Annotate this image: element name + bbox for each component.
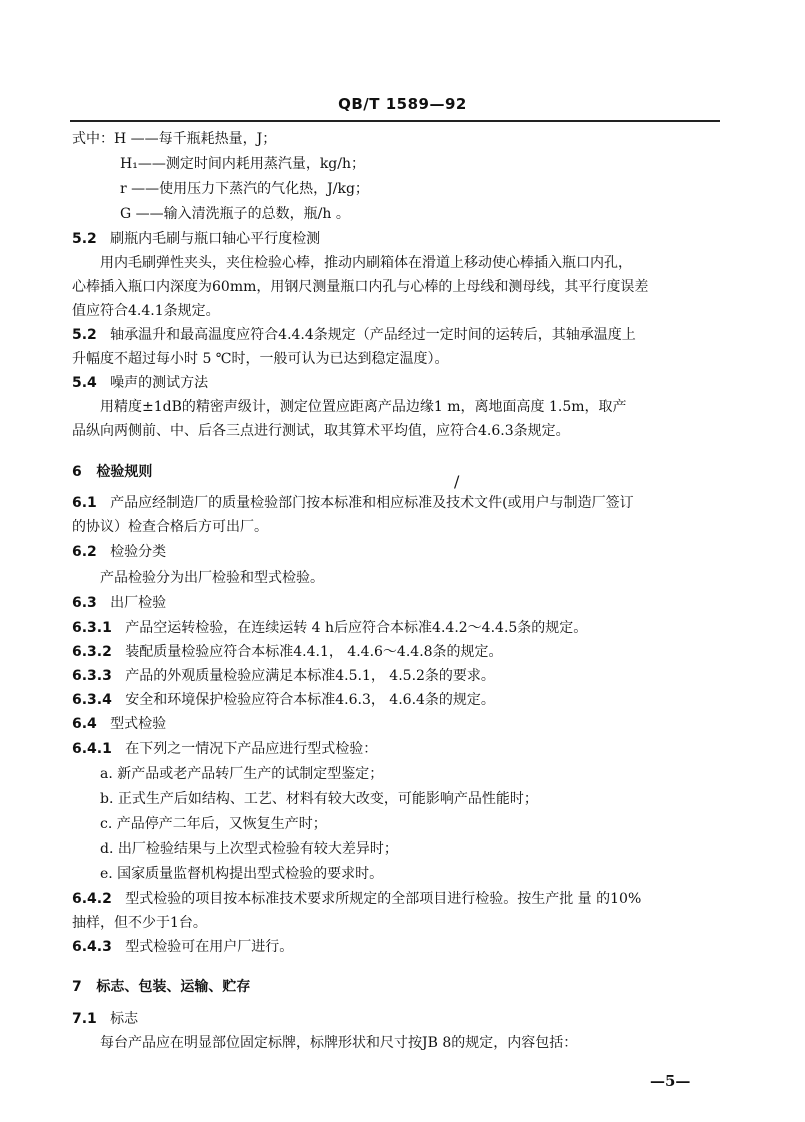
- clause-text: 在下列之一情况下产品应进行型式检验：: [125, 741, 378, 757]
- clause-text: 装配质量检验应符合本标准4.4.1， 4.4.6～4.4.8条的规定。: [125, 644, 503, 660]
- clause-number: 6.4.1: [72, 741, 112, 757]
- clause: [72, 643, 503, 661]
- paragraph-line: 用内毛刷弹性夹头，夹住检验心棒，推动内刷箱体在滑道上移动使心棒插入瓶口内孔，: [100, 255, 632, 271]
- section-title: 噪声的测试方法: [110, 375, 209, 391]
- paragraph-line: 每台产品应在明显部位固定标牌，标牌形状和尺寸按JB 8的规定，内容包括：: [100, 1035, 578, 1051]
- paragraph-line: 值应符合4.4.1条规定。: [72, 303, 220, 319]
- clause-number: 6.3.3: [72, 668, 112, 684]
- clause-text: 产品的外观质量检验应满足本标准4.5.1， 4.5.2条的要求。: [125, 668, 495, 684]
- clause-text: 安全和环境保护检验应符合本标准4.6.3， 4.6.4条的规定。: [125, 692, 495, 708]
- section-heading: [72, 326, 636, 344]
- clause-number: 6.3.1: [72, 620, 112, 636]
- clause-number: 6.4.3: [72, 939, 112, 955]
- chapter-number: 7: [72, 979, 82, 995]
- clause: [72, 619, 587, 637]
- clause-text: 产品空运转检验，在连续运转 4 h后应符合本标准4.4.2～4.4.5条的规定。: [125, 620, 588, 636]
- section-number: 6.1: [72, 495, 97, 511]
- section-title: 型式检验: [110, 716, 167, 732]
- scan-mark: /: [454, 472, 460, 491]
- clause-number: 6.4.2: [72, 891, 112, 907]
- standard-code-header: QB/T 1589—92: [338, 95, 467, 113]
- section-number: 5.4: [72, 375, 97, 391]
- section-title: 检验分类: [110, 544, 167, 560]
- paragraph-line: 轴承温升和最高温度应符合4.4.4条规定（产品经过一定时间的运转后，其轴承温度上: [110, 327, 636, 343]
- paragraph-line: 产品应经制造厂的质量检验部门按本标准和相应标准及技术文件(或用户与制造厂签订: [110, 495, 634, 511]
- chapter-heading: [72, 463, 152, 481]
- paragraph-line: 品纵向两侧前、中、后各三点进行测试，取其算术平均值，应符合4.6.3条规定。: [72, 423, 570, 439]
- chapter-title: 检验规则: [96, 464, 153, 480]
- formula-var-h: 式中：H ——每千瓶耗热量，J；: [72, 131, 277, 147]
- clause: [72, 740, 377, 758]
- section-heading: [72, 230, 320, 248]
- list-item: a. 新产品或老产品转厂生产的试制定型鉴定；: [100, 766, 384, 782]
- section-heading: [72, 374, 208, 392]
- chapter-number: 6: [72, 464, 82, 480]
- section-heading: [72, 1010, 138, 1028]
- section-heading: [72, 494, 634, 512]
- paragraph-line: 用精度±1dB的精密声级计，测定位置应距离产品边缘1 m，离地面高度 1.5m，取产: [100, 399, 627, 415]
- section-title: 刷瓶内毛刷与瓶口轴心平行度检测: [110, 231, 321, 247]
- clause-number: 6.3.2: [72, 644, 112, 660]
- paragraph-line: 抽样，但不少于1台。: [72, 915, 207, 931]
- section-title: 标志: [110, 1011, 139, 1027]
- clause: [72, 938, 293, 956]
- section-number: 5.2: [72, 327, 97, 343]
- section-number: 7.1: [72, 1011, 97, 1027]
- chapter-title: 标志、包装、运输、贮存: [96, 979, 251, 995]
- chapter-heading: [72, 978, 250, 996]
- paragraph-line: 升幅度不超过每小时 5 ℃时，一般可认为已达到稳定温度）。: [72, 351, 449, 367]
- paragraph-line: 的协议）检查合格后方可出厂。: [72, 519, 268, 535]
- clause: [72, 890, 641, 908]
- section-heading: [72, 594, 166, 612]
- formula-var-r: r ——使用压力下蒸汽的气化热，J/kg；: [120, 181, 369, 197]
- clause-text: 型式检验的项目按本标准技术要求所规定的全部项目进行检验。按生产批 量 的10%: [125, 891, 642, 907]
- section-heading: [72, 715, 166, 733]
- formula-var-h1: H₁——测定时间内耗用蒸汽量，kg/h；: [120, 156, 365, 172]
- clause-text: 型式检验可在用户厂进行。: [125, 939, 294, 955]
- header-rule: [70, 120, 720, 122]
- section-number: 6.4: [72, 716, 97, 732]
- formula-var-g: G ——输入清洗瓶子的总数，瓶/h 。: [120, 206, 350, 222]
- section-title: 出厂检验: [110, 595, 167, 611]
- section-number: 6.3: [72, 595, 97, 611]
- list-item: b. 正式生产后如结构、工艺、材料有较大改变，可能影响产品性能时；: [100, 791, 538, 807]
- paragraph-line: 心棒插入瓶口内深度为60mm，用钢尺测量瓶口内孔与心棒的上母线和测母线，其平行度误差: [72, 279, 649, 295]
- list-item: e. 国家质量监督机构提出型式检验的要求时。: [100, 866, 384, 882]
- clause-number: 6.3.4: [72, 692, 112, 708]
- section-heading: [72, 543, 166, 561]
- list-item: c. 产品停产二年后，又恢复生产时；: [100, 816, 327, 832]
- clause: [72, 667, 495, 685]
- section-number: 6.2: [72, 544, 97, 560]
- paragraph-line: 产品检验分为出厂检验和型式检验。: [100, 570, 324, 586]
- section-number: 5.2: [72, 231, 97, 247]
- page-number: —5—: [650, 1072, 691, 1090]
- clause: [72, 691, 495, 709]
- list-item: d. 出厂检验结果与上次型式检验有较大差异时；: [100, 841, 398, 857]
